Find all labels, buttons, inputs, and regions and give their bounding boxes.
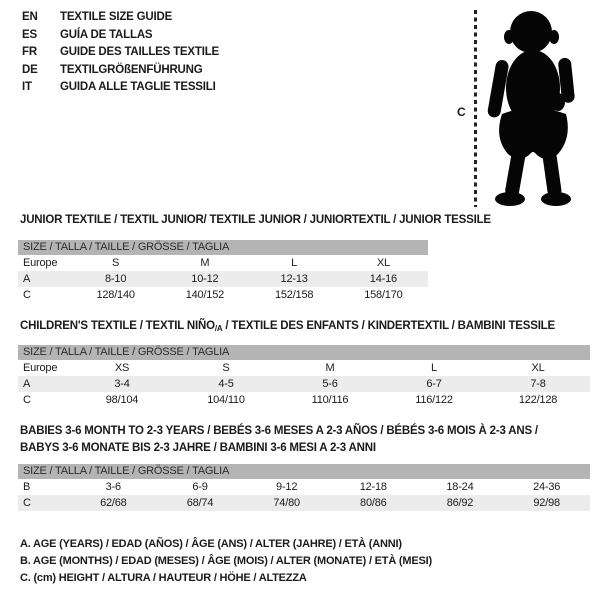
size-cell: S — [222, 362, 230, 374]
size-cell: S — [112, 257, 120, 269]
babies-table-title — [20, 423, 538, 456]
size-cell: M — [200, 257, 210, 269]
size-cell: M — [325, 362, 335, 374]
language-code: IT — [22, 81, 32, 93]
language-code: EN — [22, 11, 38, 23]
table-row — [18, 271, 428, 287]
value-cell: 110/116 — [311, 394, 349, 406]
table-row — [18, 287, 428, 303]
height-measure-label: C — [457, 105, 466, 119]
junior-table-title: JUNIOR TEXTILE / TEXTIL JUNIOR/ TEXTILE JUNIOR / JUNIORTEXTIL / JUNIOR TESSILE — [20, 214, 491, 226]
size-cell: XS — [114, 362, 130, 374]
language-label: GUIDE DES TAILLES TEXTILE — [60, 46, 219, 58]
value-cell: 10-12 — [160, 271, 249, 287]
babies-title-line1: BABIES 3-6 MONTH TO 2-3 YEARS / BEBÉS 3-6 MESES A 2-3 AÑOS / BÉBÉS 3-6 MOIS À 2-3 ANS / — [20, 425, 538, 437]
children-title-post: / TEXTILE DES ENFANTS / KINDERTEXTIL / BAMBINI TESSILE — [222, 320, 555, 332]
value-cell: 152/158 — [274, 289, 314, 301]
value-cell: 6-9 — [192, 481, 208, 493]
table-row — [18, 495, 590, 511]
size-cell: L — [291, 257, 298, 269]
value-cell: 4-5 — [174, 376, 278, 392]
value-cell: 86/92 — [417, 495, 504, 511]
language-code: ES — [22, 28, 37, 41]
size-header-bar: SIZE / TALLA / TAILLE / GRÖSSE / TAGLIA — [18, 345, 590, 360]
babies-title-line2: BABYS 3-6 MONATE BIS 2-3 JAHRE / BAMBINI 3-6 MESI A 2-3 ANNI — [20, 441, 376, 454]
value-cell: 7-8 — [486, 376, 590, 392]
value-cell: 12-18 — [359, 481, 387, 493]
table-row — [18, 255, 428, 271]
babies-size-table — [18, 464, 590, 511]
value-cell: 5-6 — [278, 376, 382, 392]
size-cell: XL — [376, 257, 390, 269]
language-row-de — [22, 62, 219, 80]
row-label: A — [18, 376, 70, 392]
row-label: Europe — [23, 257, 58, 269]
value-cell: 104/110 — [207, 394, 245, 406]
value-cell: 68/74 — [157, 495, 244, 511]
size-header-bar: SIZE / TALLA / TAILLE / GRÖSSE / TAGLIA — [18, 464, 590, 479]
value-cell: 128/140 — [96, 289, 135, 301]
height-dotted-line — [474, 10, 477, 207]
children-size-table — [18, 345, 590, 408]
value-cell: 3-6 — [105, 481, 121, 493]
language-row-it — [22, 79, 219, 97]
language-row-en — [22, 9, 219, 27]
value-cell: 98/104 — [105, 394, 139, 406]
language-code: DE — [22, 63, 38, 76]
language-row-fr — [22, 44, 219, 62]
table-row — [18, 479, 590, 495]
value-cell: 3-4 — [70, 376, 174, 392]
row-label: A — [18, 271, 71, 287]
table-row — [18, 392, 590, 408]
value-cell: 62/68 — [70, 495, 157, 511]
value-cell: 18-24 — [446, 481, 474, 493]
row-label: B — [23, 481, 31, 493]
value-cell: 14-16 — [339, 271, 428, 287]
size-cell: XL — [531, 362, 545, 374]
value-cell: 24-36 — [533, 481, 561, 493]
row-label: Europe — [23, 362, 58, 374]
value-cell: 6-7 — [382, 376, 486, 392]
value-cell: 158/170 — [364, 289, 403, 301]
value-cell: 74/80 — [243, 495, 330, 511]
value-cell: 12-13 — [250, 271, 339, 287]
value-cell: 116/122 — [415, 394, 453, 406]
language-code: FR — [22, 46, 37, 58]
size-cell: L — [431, 362, 437, 374]
children-table-title — [20, 320, 555, 333]
footnote-c: C. (cm) HEIGHT / ALTURA / HAUTEUR / HÖHE / ALTEZZA — [20, 572, 307, 585]
language-label: GUÍA DE TALLAS — [60, 28, 153, 41]
children-title-sub: /A — [214, 324, 223, 333]
language-row-es — [22, 27, 219, 45]
language-legend — [22, 9, 219, 97]
value-cell: 9-12 — [276, 481, 298, 493]
footnotes — [20, 536, 432, 588]
row-label: C — [18, 495, 70, 511]
table-row — [18, 360, 590, 376]
language-label: TEXTILE SIZE GUIDE — [60, 11, 173, 23]
junior-size-table — [18, 240, 428, 303]
value-cell: 140/152 — [185, 289, 225, 301]
language-label: GUIDA ALLE TAGLIE TESSILI — [60, 81, 216, 93]
row-label: C — [23, 289, 31, 301]
baby-silhouette-icon — [486, 6, 582, 208]
size-header-bar: SIZE / TALLA / TAILLE / GRÖSSE / TAGLIA — [18, 240, 428, 255]
children-title-pre: CHILDREN'S TEXTILE / TEXTIL NIÑO — [20, 320, 215, 332]
table-row — [18, 376, 590, 392]
footnote-b: B. AGE (MONTHS) / EDAD (MESES) / ÂGE (MOIS) / ALTER (MONATE) / ETÀ (MESI) — [20, 555, 432, 568]
value-cell: 122/128 — [518, 394, 558, 406]
value-cell: 92/98 — [503, 495, 590, 511]
row-label: C — [23, 394, 31, 406]
footnote-a: A. AGE (YEARS) / EDAD (AÑOS) / ÂGE (ANS) / ALTER (JAHRE) / ETÀ (ANNI) — [20, 538, 402, 550]
value-cell: 8-10 — [71, 271, 160, 287]
language-label: TEXTILGRÖßENFÜHRUNG — [60, 63, 203, 76]
value-cell: 80/86 — [330, 495, 417, 511]
